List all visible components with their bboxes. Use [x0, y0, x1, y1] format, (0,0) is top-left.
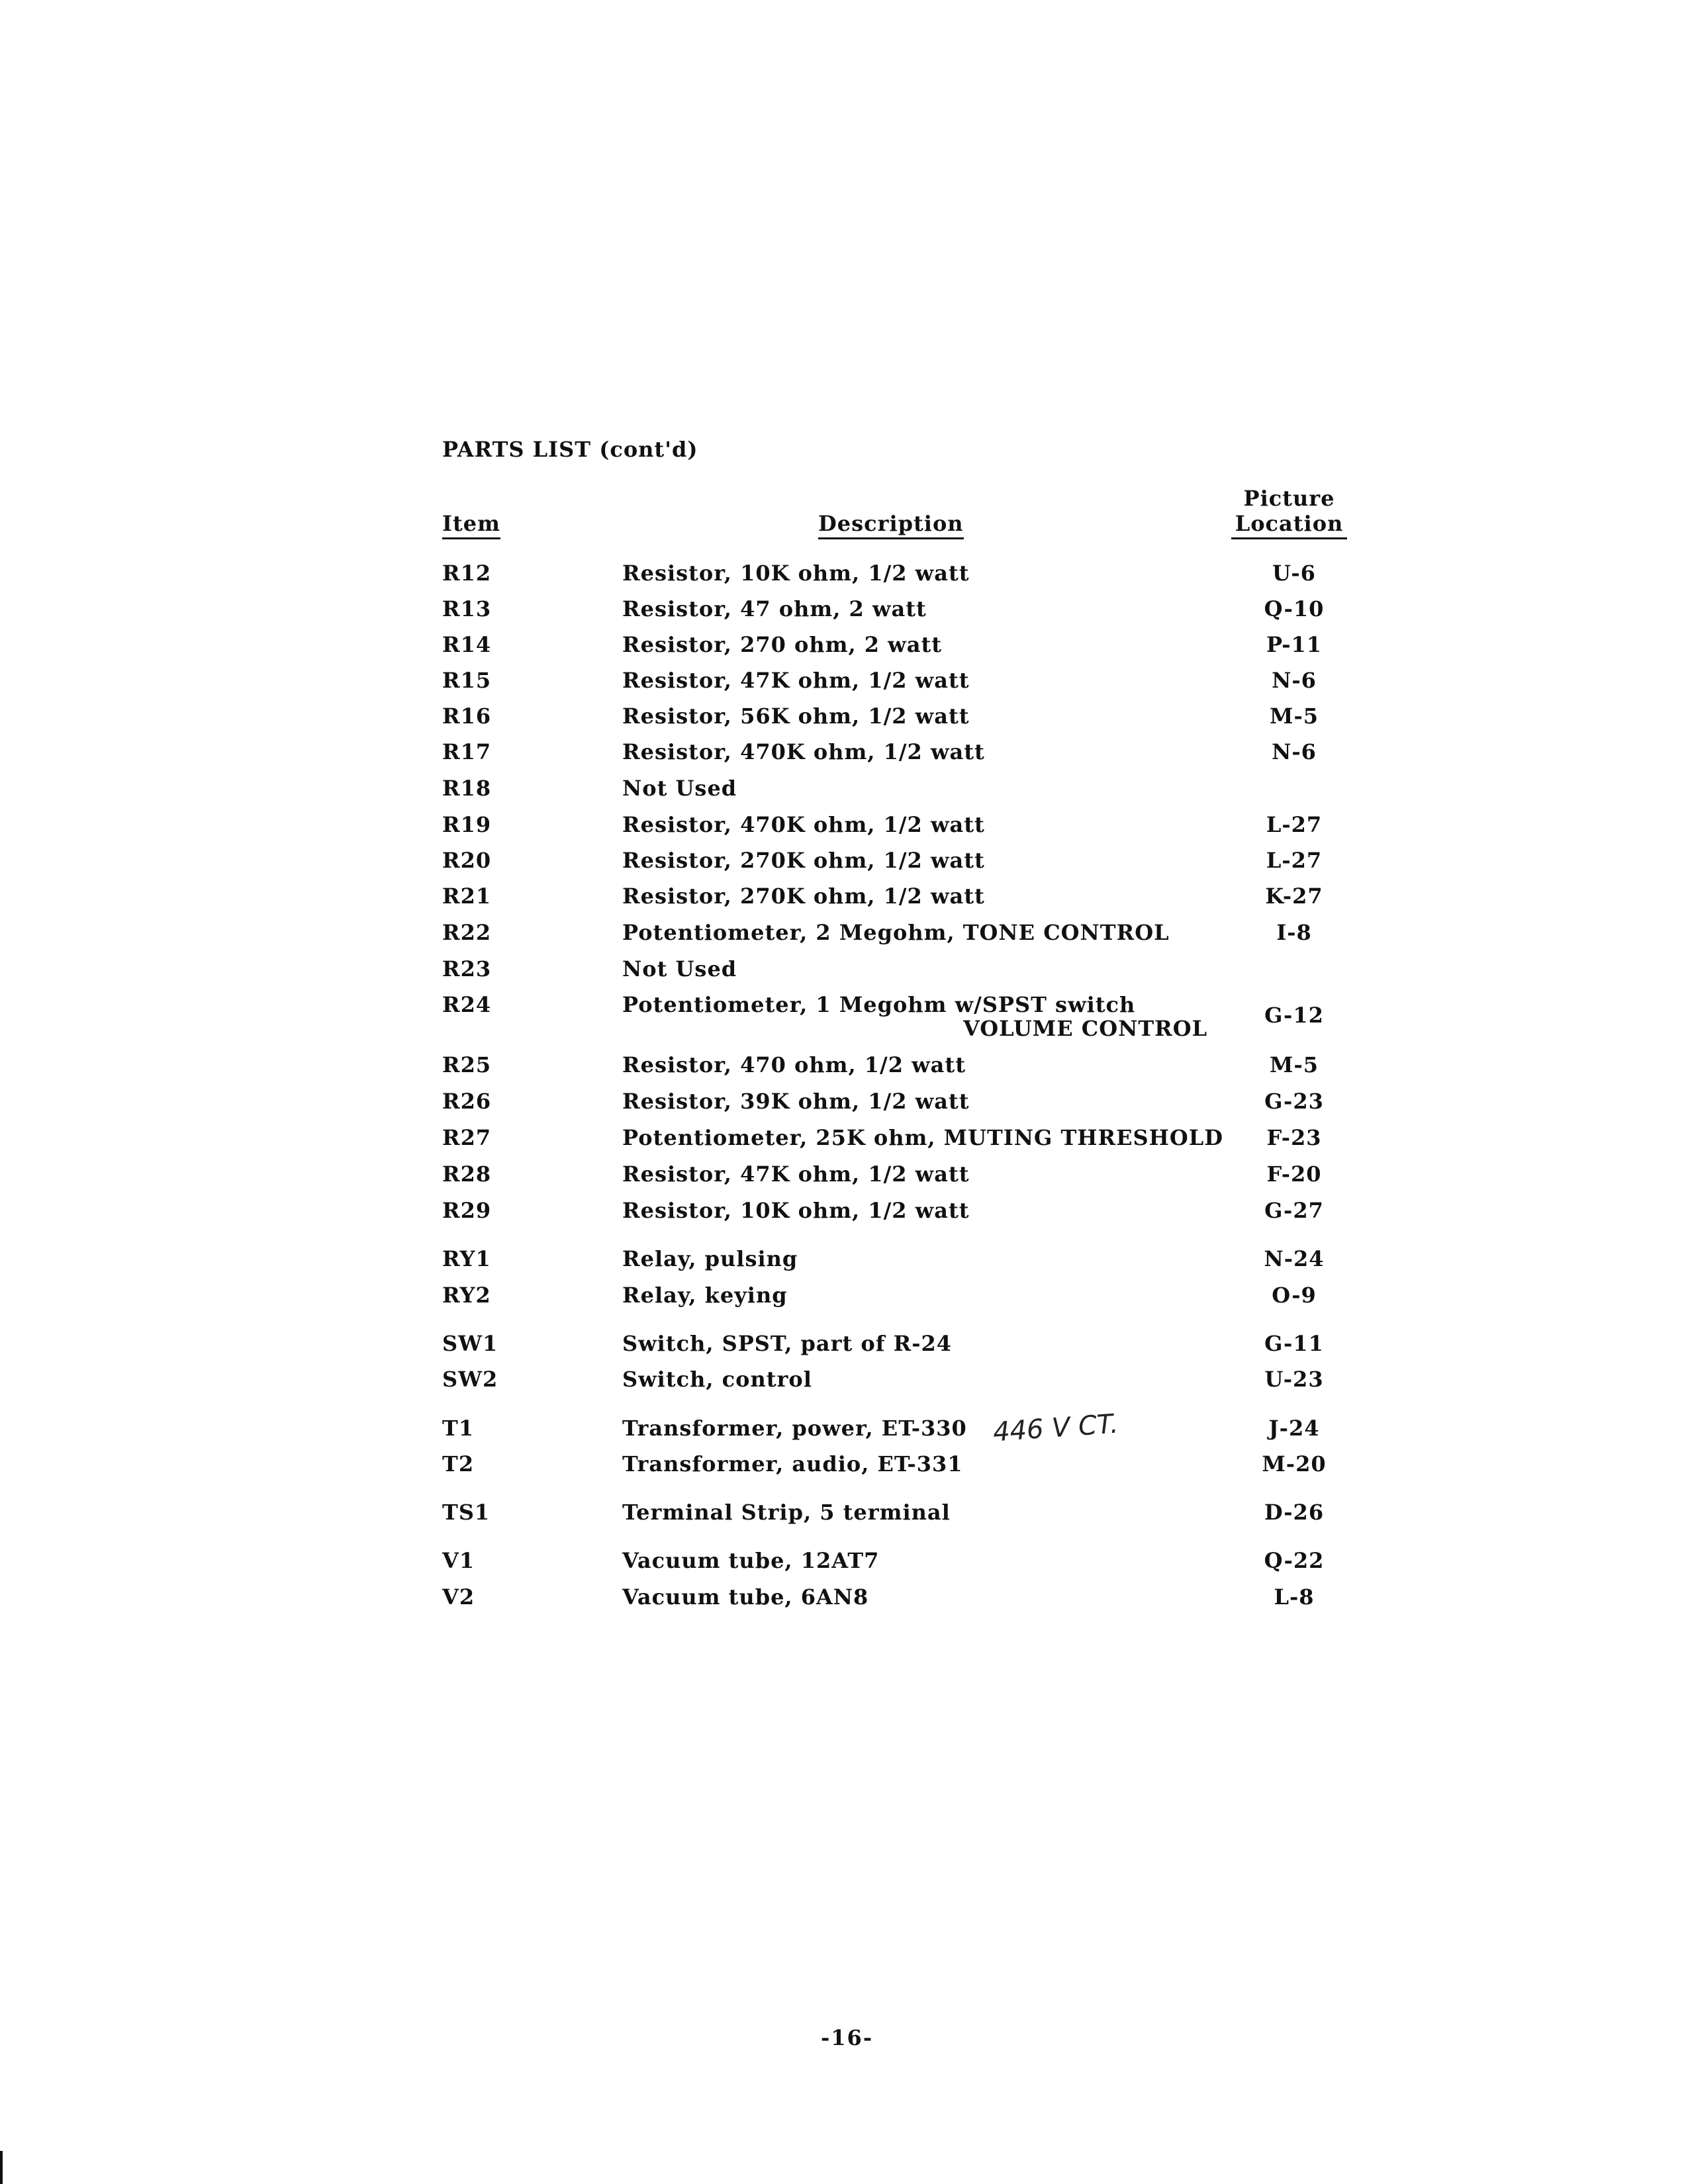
item-code: TS1	[442, 1500, 491, 1525]
item-code: T2	[442, 1451, 475, 1477]
handwritten-annotation: 446 V CT.	[992, 1408, 1119, 1448]
item-code: SW2	[442, 1367, 498, 1392]
item-code: RY1	[442, 1246, 491, 1271]
scan-edge-mark	[0, 2151, 3, 2184]
item-description: Transformer, power, ET-330	[622, 1416, 967, 1441]
item-code: R19	[442, 812, 492, 837]
item-description: Switch, SPST, part of R-24	[622, 1331, 953, 1356]
picture-location: D-26	[1264, 1500, 1325, 1525]
item-code: T1	[442, 1416, 475, 1441]
picture-location: L-27	[1266, 848, 1323, 873]
picture-location: U-6	[1272, 561, 1316, 586]
item-code: R12	[442, 561, 492, 586]
item-code: R14	[442, 632, 492, 657]
item-code: R28	[442, 1161, 492, 1187]
item-description: Potentiometer, 1 Megohm w/SPST switch	[622, 992, 1136, 1017]
item-code: R20	[442, 848, 492, 873]
picture-location: F-23	[1266, 1125, 1322, 1150]
column-header-description: Description	[818, 511, 964, 539]
picture-location: U-23	[1264, 1367, 1324, 1392]
picture-location: J-24	[1268, 1416, 1320, 1441]
item-description: Resistor, 10K ohm, 1/2 watt	[622, 1198, 970, 1223]
picture-location: M-20	[1262, 1451, 1327, 1477]
picture-location: M-5	[1270, 704, 1319, 729]
item-code: R25	[442, 1052, 492, 1077]
item-description: Vacuum tube, 6AN8	[622, 1584, 869, 1610]
picture-location: N-24	[1264, 1246, 1325, 1271]
picture-location: G-27	[1264, 1198, 1324, 1223]
item-description: Resistor, 470 ohm, 1/2 watt	[622, 1052, 966, 1077]
item-code: V2	[442, 1584, 475, 1610]
item-code: R26	[442, 1089, 492, 1114]
picture-location: G-12	[1264, 1003, 1324, 1028]
column-header-item: Item	[442, 511, 500, 539]
picture-location: G-11	[1264, 1331, 1324, 1356]
item-description: Resistor, 270K ohm, 1/2 watt	[622, 848, 985, 873]
item-code: R22	[442, 920, 492, 945]
item-code: R21	[442, 884, 492, 909]
item-code: R29	[442, 1198, 492, 1223]
item-code: V1	[442, 1548, 475, 1573]
item-description-continued: VOLUME CONTROL	[963, 1016, 1208, 1041]
picture-location: P-11	[1266, 632, 1323, 657]
picture-location: L-8	[1274, 1584, 1315, 1610]
item-description: Not Used	[622, 956, 737, 981]
item-description: Not Used	[622, 776, 737, 801]
item-description: Resistor, 39K ohm, 1/2 watt	[622, 1089, 970, 1114]
item-description: Resistor, 270 ohm, 2 watt	[622, 632, 943, 657]
picture-location: Q-10	[1264, 596, 1325, 621]
item-code: R18	[442, 776, 492, 801]
picture-location: Q-22	[1264, 1548, 1325, 1573]
item-code: R27	[442, 1125, 492, 1150]
picture-location: I-8	[1276, 920, 1312, 945]
item-description: Resistor, 270K ohm, 1/2 watt	[622, 884, 985, 909]
picture-location: L-27	[1266, 812, 1323, 837]
item-description: Potentiometer, 2 Megohm, TONE CONTROL	[622, 920, 1170, 945]
column-header-picture-line1: Picture	[1243, 486, 1335, 511]
item-code: R24	[442, 992, 492, 1017]
item-code: R15	[442, 668, 492, 693]
item-description: Potentiometer, 25K ohm, MUTING THRESHOLD	[622, 1125, 1223, 1150]
item-description: Resistor, 47K ohm, 1/2 watt	[622, 1161, 970, 1187]
item-code: R17	[442, 739, 492, 764]
column-header-picture-location	[1231, 486, 1347, 539]
item-description: Relay, pulsing	[622, 1246, 798, 1271]
item-code: R13	[442, 596, 492, 621]
item-code: SW1	[442, 1331, 498, 1356]
picture-location: M-5	[1270, 1052, 1319, 1077]
page-title: PARTS LIST (cont'd)	[442, 437, 698, 462]
item-description: Switch, control	[622, 1367, 812, 1392]
item-description: Vacuum tube, 12AT7	[622, 1548, 880, 1573]
item-description: Resistor, 56K ohm, 1/2 watt	[622, 704, 970, 729]
item-code: R23	[442, 956, 492, 981]
item-description: Transformer, audio, ET-331	[622, 1451, 963, 1477]
picture-location: F-20	[1266, 1161, 1322, 1187]
item-description: Resistor, 470K ohm, 1/2 watt	[622, 739, 985, 764]
page-number: -16-	[821, 2025, 874, 2050]
column-header-picture-line2: Location	[1231, 511, 1347, 539]
picture-location: K-27	[1265, 884, 1323, 909]
item-description: Resistor, 47K ohm, 1/2 watt	[622, 668, 970, 693]
picture-location: N-6	[1272, 668, 1317, 693]
picture-location: N-6	[1272, 739, 1317, 764]
item-code: R16	[442, 704, 492, 729]
item-description: Relay, keying	[622, 1283, 788, 1308]
item-description: Resistor, 470K ohm, 1/2 watt	[622, 812, 985, 837]
item-description: Resistor, 10K ohm, 1/2 watt	[622, 561, 970, 586]
item-description: Terminal Strip, 5 terminal	[622, 1500, 951, 1525]
item-description: Resistor, 47 ohm, 2 watt	[622, 596, 927, 621]
picture-location: O-9	[1272, 1283, 1317, 1308]
picture-location: G-23	[1264, 1089, 1324, 1114]
item-code: RY2	[442, 1283, 491, 1308]
